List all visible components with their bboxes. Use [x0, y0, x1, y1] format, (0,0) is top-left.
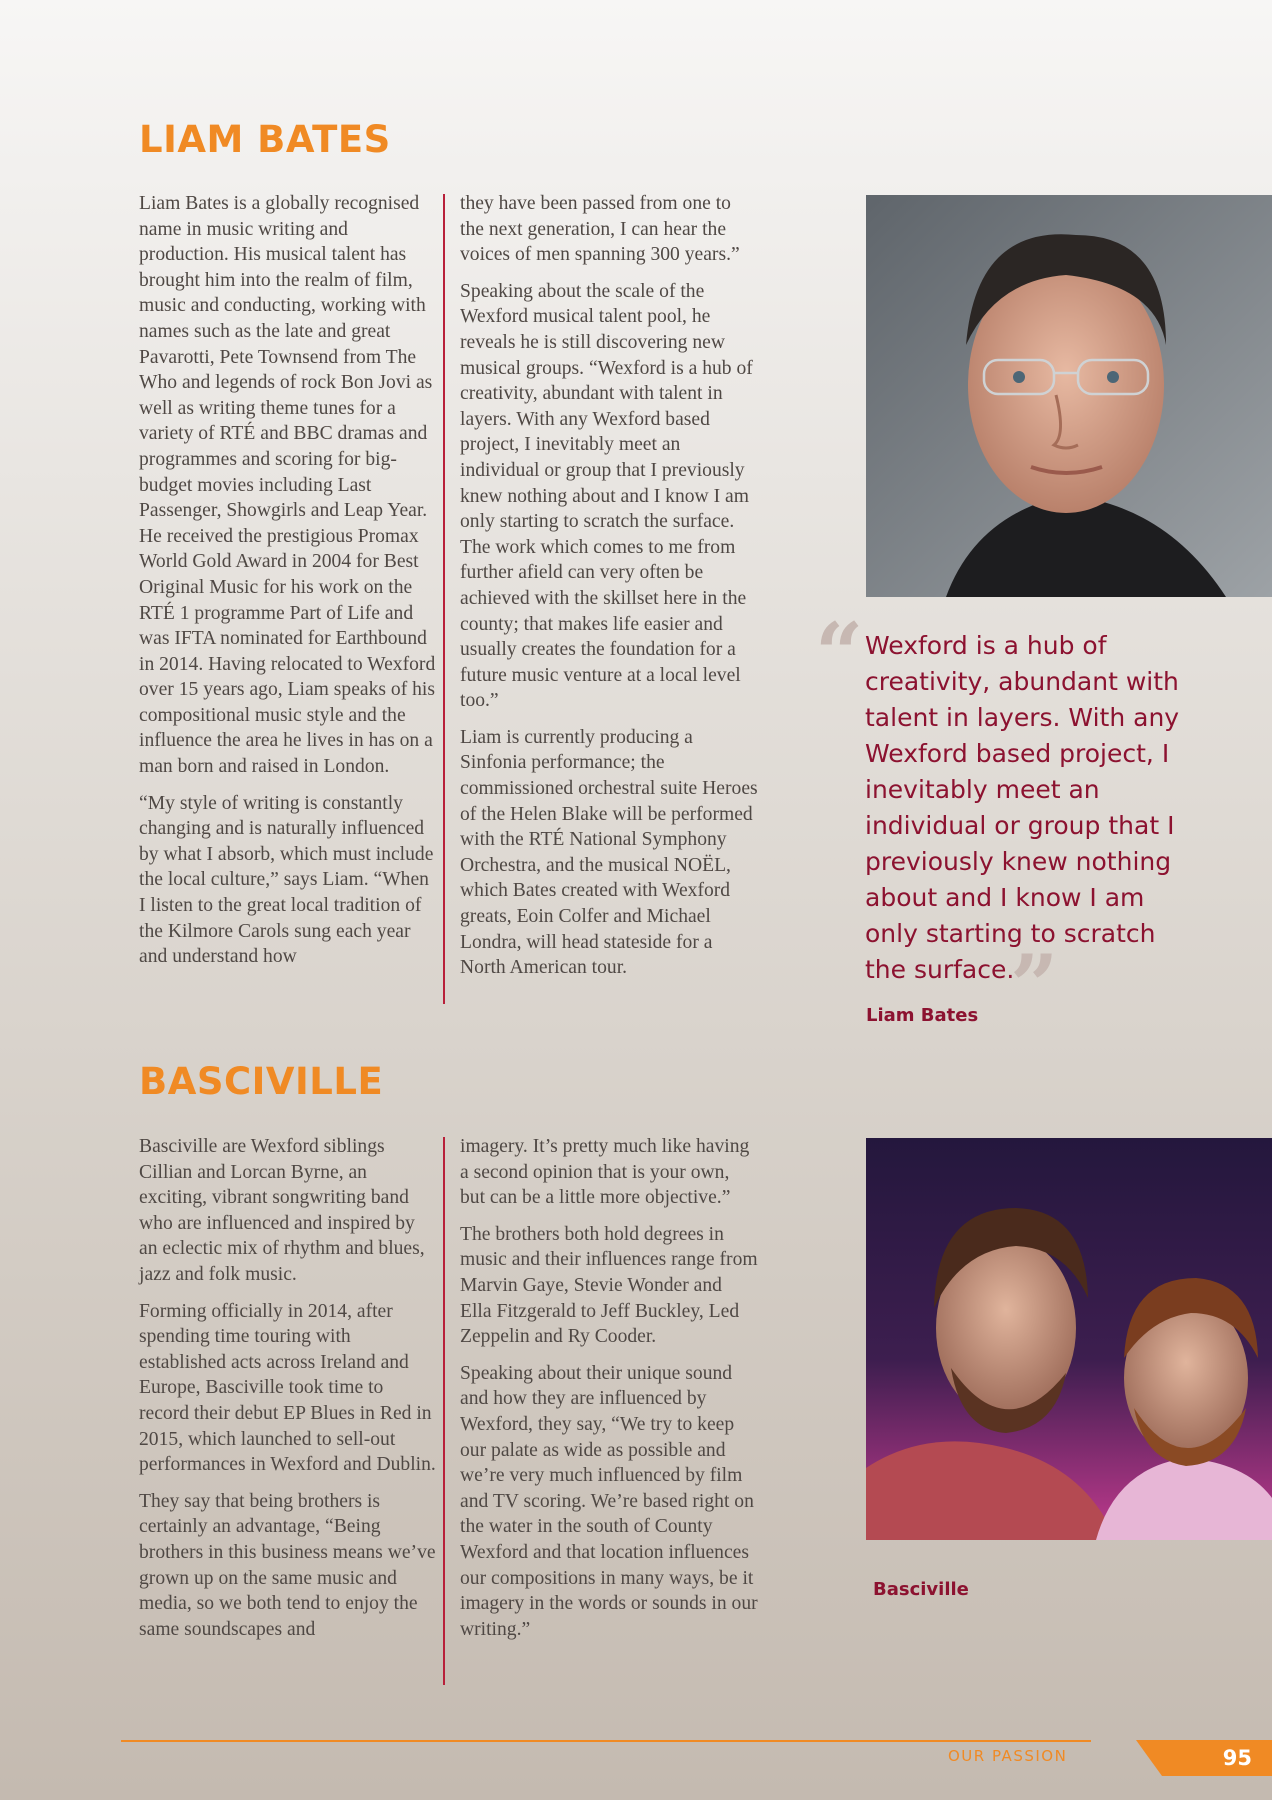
article-column-1 — [139, 1134, 437, 1653]
paragraph: Liam Bates is a globally recognised name in music writing and production. His musical talent has brought him into the realm of film, music and conducting, working with names such as the late and great Pavarotti, Pete Townsend from The Who and legends of rock Bon Jovi as well as writing theme tunes for a variety of RTÉ and BBC dramas and programmes and scoring for big-budget movies including Last Passenger, Showgirls and Leap Year. He received the prestigious Promax World Gold Award in 2004 for Best Original Music for his work on the RTÉ 1 programme Part of Life and was IFTA nominated for Earthbound in 2014. Having relocated to Wexford over 15 years ago, Liam speaks of his compositional music style and the influence the area he lives in has on a man born and raised in London. — [139, 193, 436, 778]
photo-caption: Basciville — [873, 1579, 969, 1600]
article-column-2 — [460, 191, 758, 992]
page-number: 95 — [1222, 1746, 1252, 1770]
paragraph: they have been passed from one to the next generation, I can hear the voices of men spanning 300 years.” — [460, 193, 740, 266]
section-heading-liam-bates: LIAM BATES — [139, 118, 391, 161]
paragraph: Basciville are Wexford siblings Cillian and Lorcan Byrne, an exciting, vibrant songwriting band who are influenced and inspired by an eclectic mix of rhythm and blues, jazz and folk music. — [139, 1136, 425, 1285]
footer-section-label: OUR PASSION — [948, 1747, 1068, 1765]
paragraph: The brothers both hold degrees in music and their influences range from Marvin Gaye, Stevie Wonder and Ella Fitzgerald to Jeff Buckley, Led Zeppelin and Ry Cooder. — [460, 1223, 758, 1348]
column-divider — [443, 194, 445, 1004]
paragraph: Forming officially in 2014, after spending time touring with established acts across Ireland and Europe, Basciville took time to record their debut EP Blues in Red in 2015, which launched to sell-out performances in Wexford and Dublin. — [139, 1300, 436, 1476]
section-heading-basciville: BASCIVILLE — [139, 1060, 384, 1103]
paragraph: Speaking about the scale of the Wexford musical talent pool, he reveals he is still discovering new musical groups. “Wexford is a hub of creativity, abundant with talent in layers. With any Wexford based project, I inevitably meet an individual or group that I previously knew nothing about and I know I am only starting to scratch the surface. The work which comes to me from further afield can very often be achieved with the skillset here in the county; that makes life easier and usually creates the foundation for a future music venture at a local level too.” — [460, 280, 753, 712]
pull-quote: Wexford is a hub of creativity, abundant with talent in layers. With any Wexford based project, I inevitably meet an individual or group that I previously knew nothing about and I know I am only starting to scratch the surface. — [865, 631, 1180, 984]
page-number-wrapper — [1136, 1740, 1272, 1776]
paragraph: Liam is currently producing a Sinfonia performance; the commissioned orchestral suite Heroes of the Helen Blake will be performed with the RTÉ National Symphony Orchestra, and the musical NOËL, which Bates created with Wexford greats, Eoin Colfer and Michael Londra, will head stateside for a North American tour. — [460, 726, 758, 979]
column-divider — [443, 1137, 445, 1685]
paragraph: imagery. It’s pretty much like having a second opinion that is your own, but can be a little more objective.” — [460, 1136, 750, 1209]
article-column-1 — [139, 191, 437, 981]
quote-attribution: Liam Bates — [866, 1005, 979, 1026]
footer-rule — [121, 1740, 1091, 1742]
quote-close-mark: ” — [1010, 936, 1059, 1035]
liam-bates-portrait — [866, 195, 1272, 597]
paragraph: Speaking about their unique sound and how they are influenced by Wexford, they say, “We try to keep our palate as wide as possible and we’re very much influenced by film and TV scoring. We’re based right on the water in the south of County Wexford and that location influences our compositions in many ways, be it imagery in the words or sounds in our writing.” — [460, 1362, 758, 1640]
quote-open-mark: “ — [815, 604, 864, 703]
paragraph: They say that being brothers is certainly an advantage, “Being brothers in this business means we’ve grown up on the same music and media, so we both tend to enjoy the same soundscapes and — [139, 1490, 436, 1640]
paragraph: “My style of writing is constantly changing and is naturally influenced by what I absorb, which must include the local culture,” says Liam. “When I listen to the great local tradition of the Kilmore Carols sung each year and understand how — [139, 792, 434, 968]
basciville-band-photo — [866, 1138, 1272, 1540]
article-column-2 — [460, 1134, 758, 1653]
